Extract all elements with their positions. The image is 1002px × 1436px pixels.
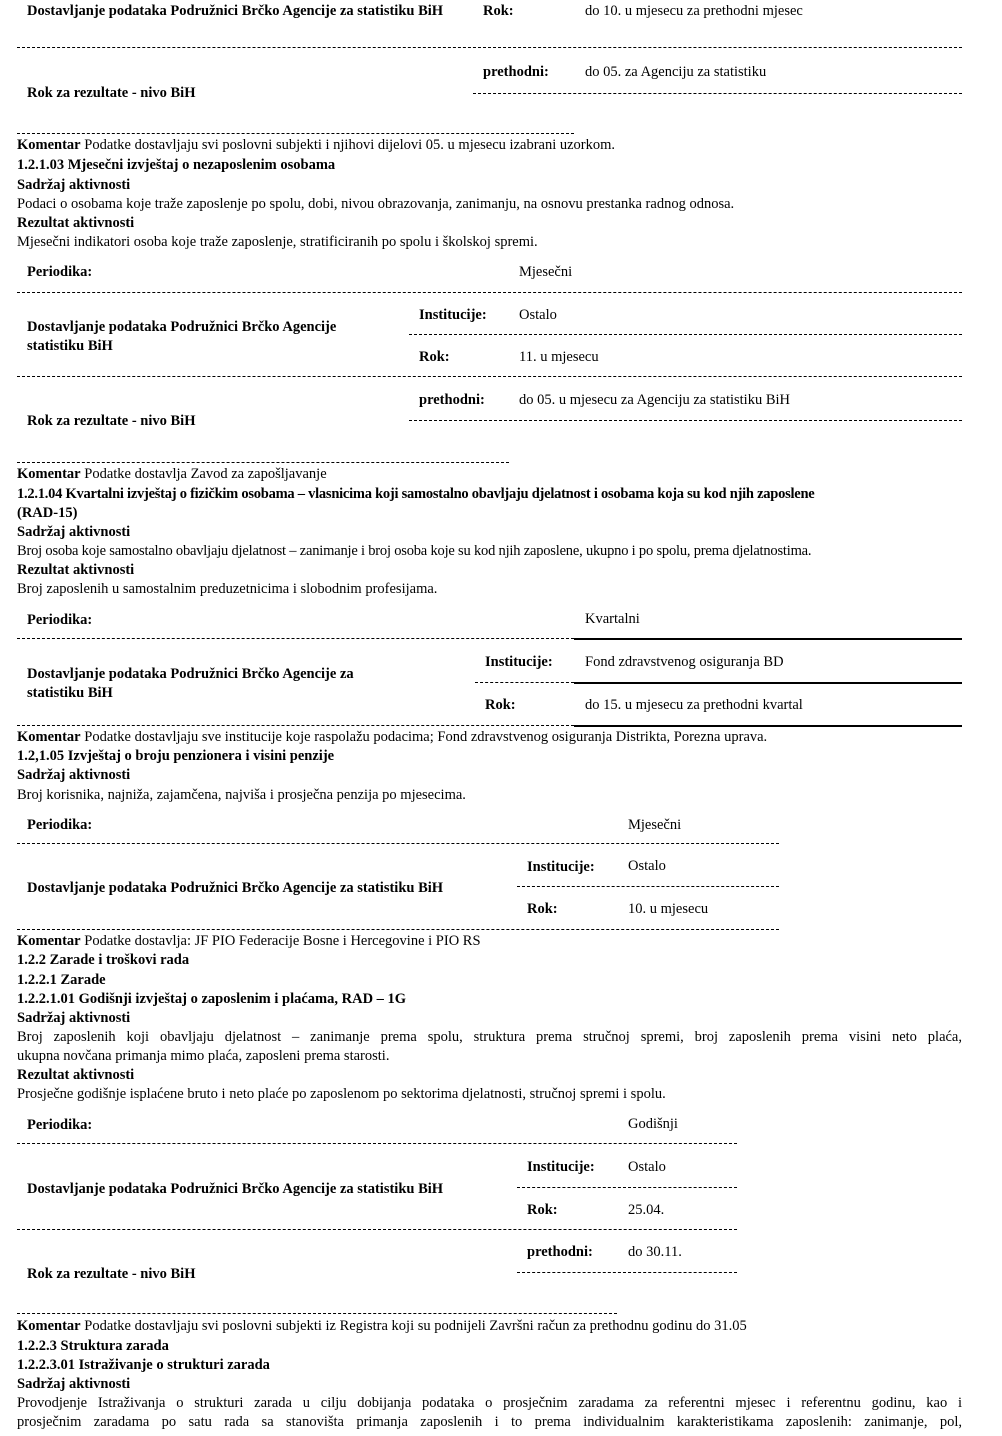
divider xyxy=(473,93,962,94)
sadrzaj-text-line1: Provodjenje Istraživanja o strukturi zarada u cilju dobijanja podataka o prosječnim zaradama za referentni mjesec i referentnu godinu, kao i xyxy=(17,1395,962,1411)
divider xyxy=(17,1143,737,1144)
prethodni-value: do 05. za Agenciju za statistiku xyxy=(585,64,767,80)
institucije-label: Institucije: xyxy=(419,307,487,323)
periodika-value: Mjesečni xyxy=(519,264,573,280)
institucije-label: Institucije: xyxy=(485,654,553,670)
periodika-label: Periodika: xyxy=(27,264,93,280)
divider xyxy=(17,292,962,293)
divider xyxy=(17,929,779,930)
section-heading: 1.2.2.3.01 Istraživanje o strukturi zarada xyxy=(17,1357,270,1373)
dostavljanje-label xyxy=(27,2,463,20)
sadrzaj-text: Broj osoba koje samostalno obavljaju djelatnost – zanimanje i broj osoba koje su kod njih zaposlene, ukupno i po spolu, prema djelatnostima. xyxy=(17,543,812,559)
sadrzaj-text-line1: Broj zaposlenih koji obavljaju djelatnost – zanimanje prema spolu, struktura prema stručnoj spremi, broj zaposlenih prema visini neto plaća, xyxy=(17,1029,962,1045)
divider xyxy=(17,1229,737,1230)
divider xyxy=(409,420,962,421)
dostavljanje-label: Dostavljanje podataka Podružnici Brčko Agencije za statistiku BiH xyxy=(27,1181,444,1197)
divider xyxy=(409,334,962,335)
divider xyxy=(17,462,509,463)
rok-label: Rok: xyxy=(483,3,514,19)
komentar-label: Komentar xyxy=(17,933,81,949)
section-heading: 1.2.1.04 Kvartalni izvještaj o fizičkim osobama – vlasnicima koji samostalno obavljaju djelatnost i osobama koja su kod njih zaposlene xyxy=(17,486,815,502)
divider xyxy=(517,1272,737,1273)
komentar-text: Podatke dostavlja: JF PIO Federacije Bosne i Hercegovine i PIO RS xyxy=(84,933,481,949)
rok-rezultate-label: Rok za rezultate - nivo BiH xyxy=(27,1266,196,1282)
sadrzaj-heading: Sadržaj aktivnosti xyxy=(17,767,131,783)
periodika-label: Periodika: xyxy=(27,817,93,833)
divider xyxy=(574,638,962,640)
rok-label: Rok: xyxy=(527,901,558,917)
divider xyxy=(475,682,574,683)
section-heading: 1.2.2 Zarade i troškovi rada xyxy=(17,952,190,968)
institucije-value: Ostalo xyxy=(628,858,666,874)
rezultat-heading: Rezultat aktivnosti xyxy=(17,215,135,231)
section-heading: 1.2.2.3 Struktura zarada xyxy=(17,1338,169,1354)
section-heading-cont: (RAD-15) xyxy=(17,505,78,521)
komentar-line xyxy=(17,932,481,950)
rok-label: Rok: xyxy=(527,1202,558,1218)
sadrzaj-text-line2-span: prosječnim zaradama po satu rada sa stanovišta primanja zaposlenih i to prema individualnim karakteristikama zaposlenih: zanimanje, pol, xyxy=(17,1414,962,1430)
rok-label: Rok: xyxy=(419,349,450,365)
divider xyxy=(17,47,962,48)
dostavljanje-label-line1: Dostavljanje podataka Podružnici Brčko Agencije za xyxy=(27,666,354,682)
komentar-label: Komentar xyxy=(17,1318,81,1334)
sadrzaj-text xyxy=(17,1028,962,1046)
divider xyxy=(17,133,574,134)
komentar-line xyxy=(17,1317,747,1335)
institucije-value: Fond zdravstvenog osiguranja BD xyxy=(585,654,784,670)
komentar-label: Komentar xyxy=(17,729,81,745)
divider xyxy=(574,682,962,684)
prethodni-value: do 30.11. xyxy=(628,1244,682,1260)
komentar-line xyxy=(17,728,767,746)
rok-rezultate-label: Rok za rezultate - nivo BiH xyxy=(27,413,196,429)
sadrzaj-heading: Sadržaj aktivnosti xyxy=(17,1376,131,1392)
dostavljanje-label-line2: statistiku BiH xyxy=(27,338,113,354)
sadrzaj-text: Broj korisnika, najniža, zajamčena, najviša i prosječna penzija po mjesecima. xyxy=(17,787,466,803)
institucije-value: Ostalo xyxy=(628,1159,666,1175)
komentar-text: Podatke dostavlja Zavod za zapošljavanje xyxy=(84,466,327,482)
rok-value: do 15. u mjesecu za prethodni kvartal xyxy=(585,697,803,713)
section-heading: 1.2,1.05 Izvještaj o broju penzionera i visini penzije xyxy=(17,748,335,764)
sadrzaj-text xyxy=(17,1394,962,1412)
dostavljanje-label xyxy=(27,318,397,336)
rezultat-text: Broj zaposlenih u samostalnim preduzetnicima i slobodnim profesijama. xyxy=(17,581,438,597)
komentar-line xyxy=(17,136,615,154)
komentar-line xyxy=(17,465,327,483)
rok-rezultate-label: Rok za rezultate - nivo BiH xyxy=(27,85,196,101)
rok-label: Rok: xyxy=(485,697,516,713)
sadrzaj-heading: Sadržaj aktivnosti xyxy=(17,524,131,540)
divider xyxy=(517,1187,737,1188)
komentar-text: Podatke dostavljaju svi poslovni subjekti iz Registra koji su podnijeli Završni račun za prethodnu godinu do 31.05 xyxy=(84,1318,747,1334)
komentar-text: Podatke dostavljaju sve institucije koje raspolažu podacima; Fond zdravstvenog osiguranja Distrikta, Porezna uprava. xyxy=(84,729,768,745)
dostavljanje-label-line2: statistiku BiH xyxy=(27,685,113,701)
section-heading: 1.2.1.03 Mjesečni izvještaj o nezaposlenim osobama xyxy=(17,157,336,173)
divider xyxy=(17,725,574,726)
rok-value: 11. u mjesecu xyxy=(519,349,599,365)
sadrzaj-text-line2 xyxy=(17,1413,962,1431)
komentar-label: Komentar xyxy=(17,466,81,482)
periodika-value: Kvartalni xyxy=(585,611,640,627)
prethodni-value: do 05. u mjesecu za Agenciju za statistiku BiH xyxy=(519,392,791,408)
institucije-label: Institucije: xyxy=(527,859,595,875)
rok-value: do 10. u mjesecu za prethodni mjesec xyxy=(585,3,803,19)
rezultat-heading: Rezultat aktivnosti xyxy=(17,1067,135,1083)
divider xyxy=(517,886,779,887)
sadrzaj-text: Podaci o osobama koje traže zaposlenje po spolu, dobi, nivou obrazovanja, zanimanju, na osnovu prestanka radnog odnosa. xyxy=(17,196,735,212)
sadrzaj-text-line2: ukupna novčana primanja mimo plaća, zaposleni prema starosti. xyxy=(17,1048,390,1064)
dostavljanje-label-line1: Dostavljanje podataka Podružnici Brčko Agencije xyxy=(27,319,337,335)
institucije-value: Ostalo xyxy=(519,307,557,323)
komentar-label: Komentar xyxy=(17,137,81,153)
rezultat-text: Mjesečni indikatori osoba koje traže zaposlenje, stratificiranih po spolu i školskoj spremi. xyxy=(17,234,538,250)
periodika-value: Godišnji xyxy=(628,1116,678,1132)
rezultat-text: Prosječne godišnje isplaćene bruto i neto plaće po zaposlenom po sektorima djelatnosti, stručnoj spremi i spolu. xyxy=(17,1086,666,1102)
periodika-label: Periodika: xyxy=(27,1117,93,1133)
dostavljanje-label: Dostavljanje podataka Podružnici Brčko Agencije za statistiku BiH xyxy=(27,880,444,896)
sadrzaj-heading: Sadržaj aktivnosti xyxy=(17,177,131,193)
divider xyxy=(17,1313,617,1314)
divider xyxy=(17,638,574,639)
divider xyxy=(17,376,962,377)
divider xyxy=(17,843,779,844)
rok-value: 10. u mjesecu xyxy=(628,901,709,917)
prethodni-label: prethodni: xyxy=(483,64,549,80)
prethodni-label: prethodni: xyxy=(527,1244,593,1260)
rezultat-heading: Rezultat aktivnosti xyxy=(17,562,135,578)
divider xyxy=(574,725,962,727)
periodika-value: Mjesečni xyxy=(628,817,682,833)
prethodni-label: prethodni: xyxy=(419,392,485,408)
section-heading: 1.2.2.1 Zarade xyxy=(17,972,106,988)
periodika-label: Periodika: xyxy=(27,612,93,628)
rok-value: 25.04. xyxy=(628,1202,665,1218)
sadrzaj-heading: Sadržaj aktivnosti xyxy=(17,1010,131,1026)
institucije-label: Institucije: xyxy=(527,1159,595,1175)
dostavljanje-label-text: Dostavljanje podataka Podružnici Brčko Agencije za statistiku BiH xyxy=(27,3,444,19)
section-heading: 1.2.2.1.01 Godišnji izvještaj o zaposlenim i plaćama, RAD – 1G xyxy=(17,991,407,1007)
komentar-text: Podatke dostavljaju svi poslovni subjekti i njihovi dijelovi 05. u mjesecu izabrani uzorkom. xyxy=(84,137,616,153)
